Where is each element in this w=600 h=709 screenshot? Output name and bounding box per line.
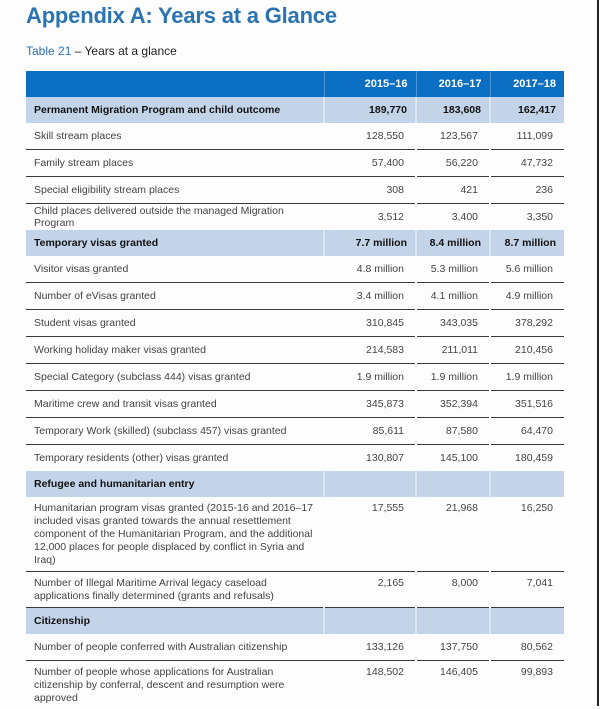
- table-row: [26, 337, 564, 364]
- section-label: Citizenship: [26, 608, 324, 635]
- table-row: [26, 283, 564, 310]
- row-value-2017-18: 210,456: [490, 337, 564, 364]
- row-value-2017-18: 80,562: [490, 634, 564, 661]
- row-value-2016-17: 211,011: [416, 337, 490, 364]
- row-value-2015-16: 2,165: [324, 572, 416, 608]
- row-value-2017-18: 7,041: [490, 572, 564, 608]
- section-row-citizenship: [26, 608, 564, 635]
- page-edge-border: [597, 0, 599, 706]
- page-title: Appendix A: Years at a Glance: [26, 3, 337, 29]
- row-value-2015-16: 148,502: [324, 661, 416, 709]
- section-row-refugee-and-humanitarian-entry: [26, 471, 564, 497]
- row-value-2017-18: 47,732: [490, 150, 564, 177]
- row-value-2015-16: 57,400: [324, 150, 416, 177]
- row-value-2016-17: 8,000: [416, 572, 490, 608]
- row-label: Child places delivered outside the managed Migration Program: [26, 204, 324, 231]
- section-total-2015-16: [324, 608, 416, 635]
- section-total-2016-17: 183,608: [416, 97, 490, 123]
- row-label: Humanitarian program visas granted (2015-16 and 2016–17 included visas granted towards the annual resettlement component of the Humanitarian Program, and the additional 12,000 places for people displaced by conflict in Syria and Iraq): [26, 497, 324, 572]
- row-label: Number of people whose applications for Australian citizenship by conferral, descent and resumption were approved: [26, 661, 324, 709]
- row-value-2016-17: 4.1 million: [416, 283, 490, 310]
- column-header-2016-17: 2016–17: [416, 71, 490, 97]
- row-value-2017-18: 99,893: [490, 661, 564, 709]
- table-row: [26, 418, 564, 445]
- row-value-2016-17: 352,394: [416, 391, 490, 418]
- section-label: Refugee and humanitarian entry: [26, 471, 324, 497]
- row-value-2015-16: 308: [324, 177, 416, 204]
- table-caption: [26, 44, 177, 58]
- row-value-2016-17: 56,220: [416, 150, 490, 177]
- section-total-2017-18: 8.7 million: [490, 230, 564, 256]
- table-row: [26, 391, 564, 418]
- table-row: [26, 310, 564, 337]
- section-label: Permanent Migration Program and child outcome: [26, 97, 324, 123]
- row-value-2015-16: 130,807: [324, 445, 416, 472]
- row-value-2017-18: 5.6 million: [490, 256, 564, 283]
- row-value-2017-18: 111,099: [490, 123, 564, 150]
- table-row: [26, 445, 564, 472]
- column-header-2017-18: 2017–18: [490, 71, 564, 97]
- row-label: Working holiday maker visas granted: [26, 337, 324, 364]
- table-header-row: [26, 71, 564, 97]
- table-number: Table 21: [26, 44, 71, 58]
- section-total-2016-17: [416, 608, 490, 635]
- section-total-2016-17: 8.4 million: [416, 230, 490, 256]
- row-value-2016-17: 343,035: [416, 310, 490, 337]
- row-label: Student visas granted: [26, 310, 324, 337]
- row-value-2017-18: 180,459: [490, 445, 564, 472]
- table-caption-text: – Years at a glance: [71, 44, 176, 58]
- table-row: [26, 634, 564, 661]
- row-label: Visitor visas granted: [26, 256, 324, 283]
- column-header-2015-16: 2015–16: [324, 71, 416, 97]
- row-value-2016-17: 145,100: [416, 445, 490, 472]
- section-total-2017-18: 162,417: [490, 97, 564, 123]
- row-value-2016-17: 1.9 million: [416, 364, 490, 391]
- row-label: Special eligibility stream places: [26, 177, 324, 204]
- row-value-2015-16: 3,512: [324, 204, 416, 231]
- section-label: Temporary visas granted: [26, 230, 324, 256]
- table-row: [26, 572, 564, 608]
- row-label: Temporary residents (other) visas granted: [26, 445, 324, 472]
- row-value-2017-18: 1.9 million: [490, 364, 564, 391]
- row-value-2016-17: 3,400: [416, 204, 490, 231]
- row-label: Family stream places: [26, 150, 324, 177]
- row-value-2017-18: 16,250: [490, 497, 564, 572]
- row-label: Number of people conferred with Australian citizenship: [26, 634, 324, 661]
- row-value-2017-18: 236: [490, 177, 564, 204]
- row-label: Special Category (subclass 444) visas granted: [26, 364, 324, 391]
- row-value-2016-17: 421: [416, 177, 490, 204]
- row-value-2015-16: 1.9 million: [324, 364, 416, 391]
- table-row: [26, 204, 564, 231]
- row-value-2016-17: 21,968: [416, 497, 490, 572]
- row-value-2015-16: 128,550: [324, 123, 416, 150]
- section-total-2017-18: [490, 471, 564, 497]
- section-total-2015-16: [324, 471, 416, 497]
- row-value-2017-18: 378,292: [490, 310, 564, 337]
- table-row: [26, 123, 564, 150]
- row-value-2016-17: 5.3 million: [416, 256, 490, 283]
- table-row: [26, 497, 564, 572]
- section-total-2016-17: [416, 471, 490, 497]
- table-row: [26, 256, 564, 283]
- row-value-2015-16: 345,873: [324, 391, 416, 418]
- row-value-2015-16: 310,845: [324, 310, 416, 337]
- row-value-2015-16: 214,583: [324, 337, 416, 364]
- row-value-2015-16: 3.4 million: [324, 283, 416, 310]
- table-row: [26, 661, 564, 709]
- column-header-label: [26, 71, 324, 97]
- row-value-2016-17: 146,405: [416, 661, 490, 709]
- row-value-2016-17: 87,580: [416, 418, 490, 445]
- table-row: [26, 177, 564, 204]
- section-total-2015-16: 189,770: [324, 97, 416, 123]
- row-label: Maritime crew and transit visas granted: [26, 391, 324, 418]
- section-total-2015-16: 7.7 million: [324, 230, 416, 256]
- row-label: Number of Illegal Maritime Arrival legacy caseload applications finally determined (grants and refusals): [26, 572, 324, 608]
- row-label: Temporary Work (skilled) (subclass 457) visas granted: [26, 418, 324, 445]
- row-value-2017-18: 64,470: [490, 418, 564, 445]
- row-value-2015-16: 4.8 million: [324, 256, 416, 283]
- row-label: Skill stream places: [26, 123, 324, 150]
- table-row: [26, 364, 564, 391]
- row-value-2015-16: 85,611: [324, 418, 416, 445]
- row-value-2016-17: 137,750: [416, 634, 490, 661]
- row-value-2017-18: 351,516: [490, 391, 564, 418]
- row-value-2016-17: 123,567: [416, 123, 490, 150]
- table-row: [26, 150, 564, 177]
- section-total-2017-18: [490, 608, 564, 635]
- row-label: Number of eVisas granted: [26, 283, 324, 310]
- section-row-temporary-visas-granted: [26, 230, 564, 256]
- row-value-2015-16: 17,555: [324, 497, 416, 572]
- years-at-a-glance-table: [26, 71, 564, 709]
- row-value-2017-18: 3,350: [490, 204, 564, 231]
- section-row-permanent-migration-program-and-child-ou: [26, 97, 564, 123]
- row-value-2017-18: 4.9 million: [490, 283, 564, 310]
- row-value-2015-16: 133,126: [324, 634, 416, 661]
